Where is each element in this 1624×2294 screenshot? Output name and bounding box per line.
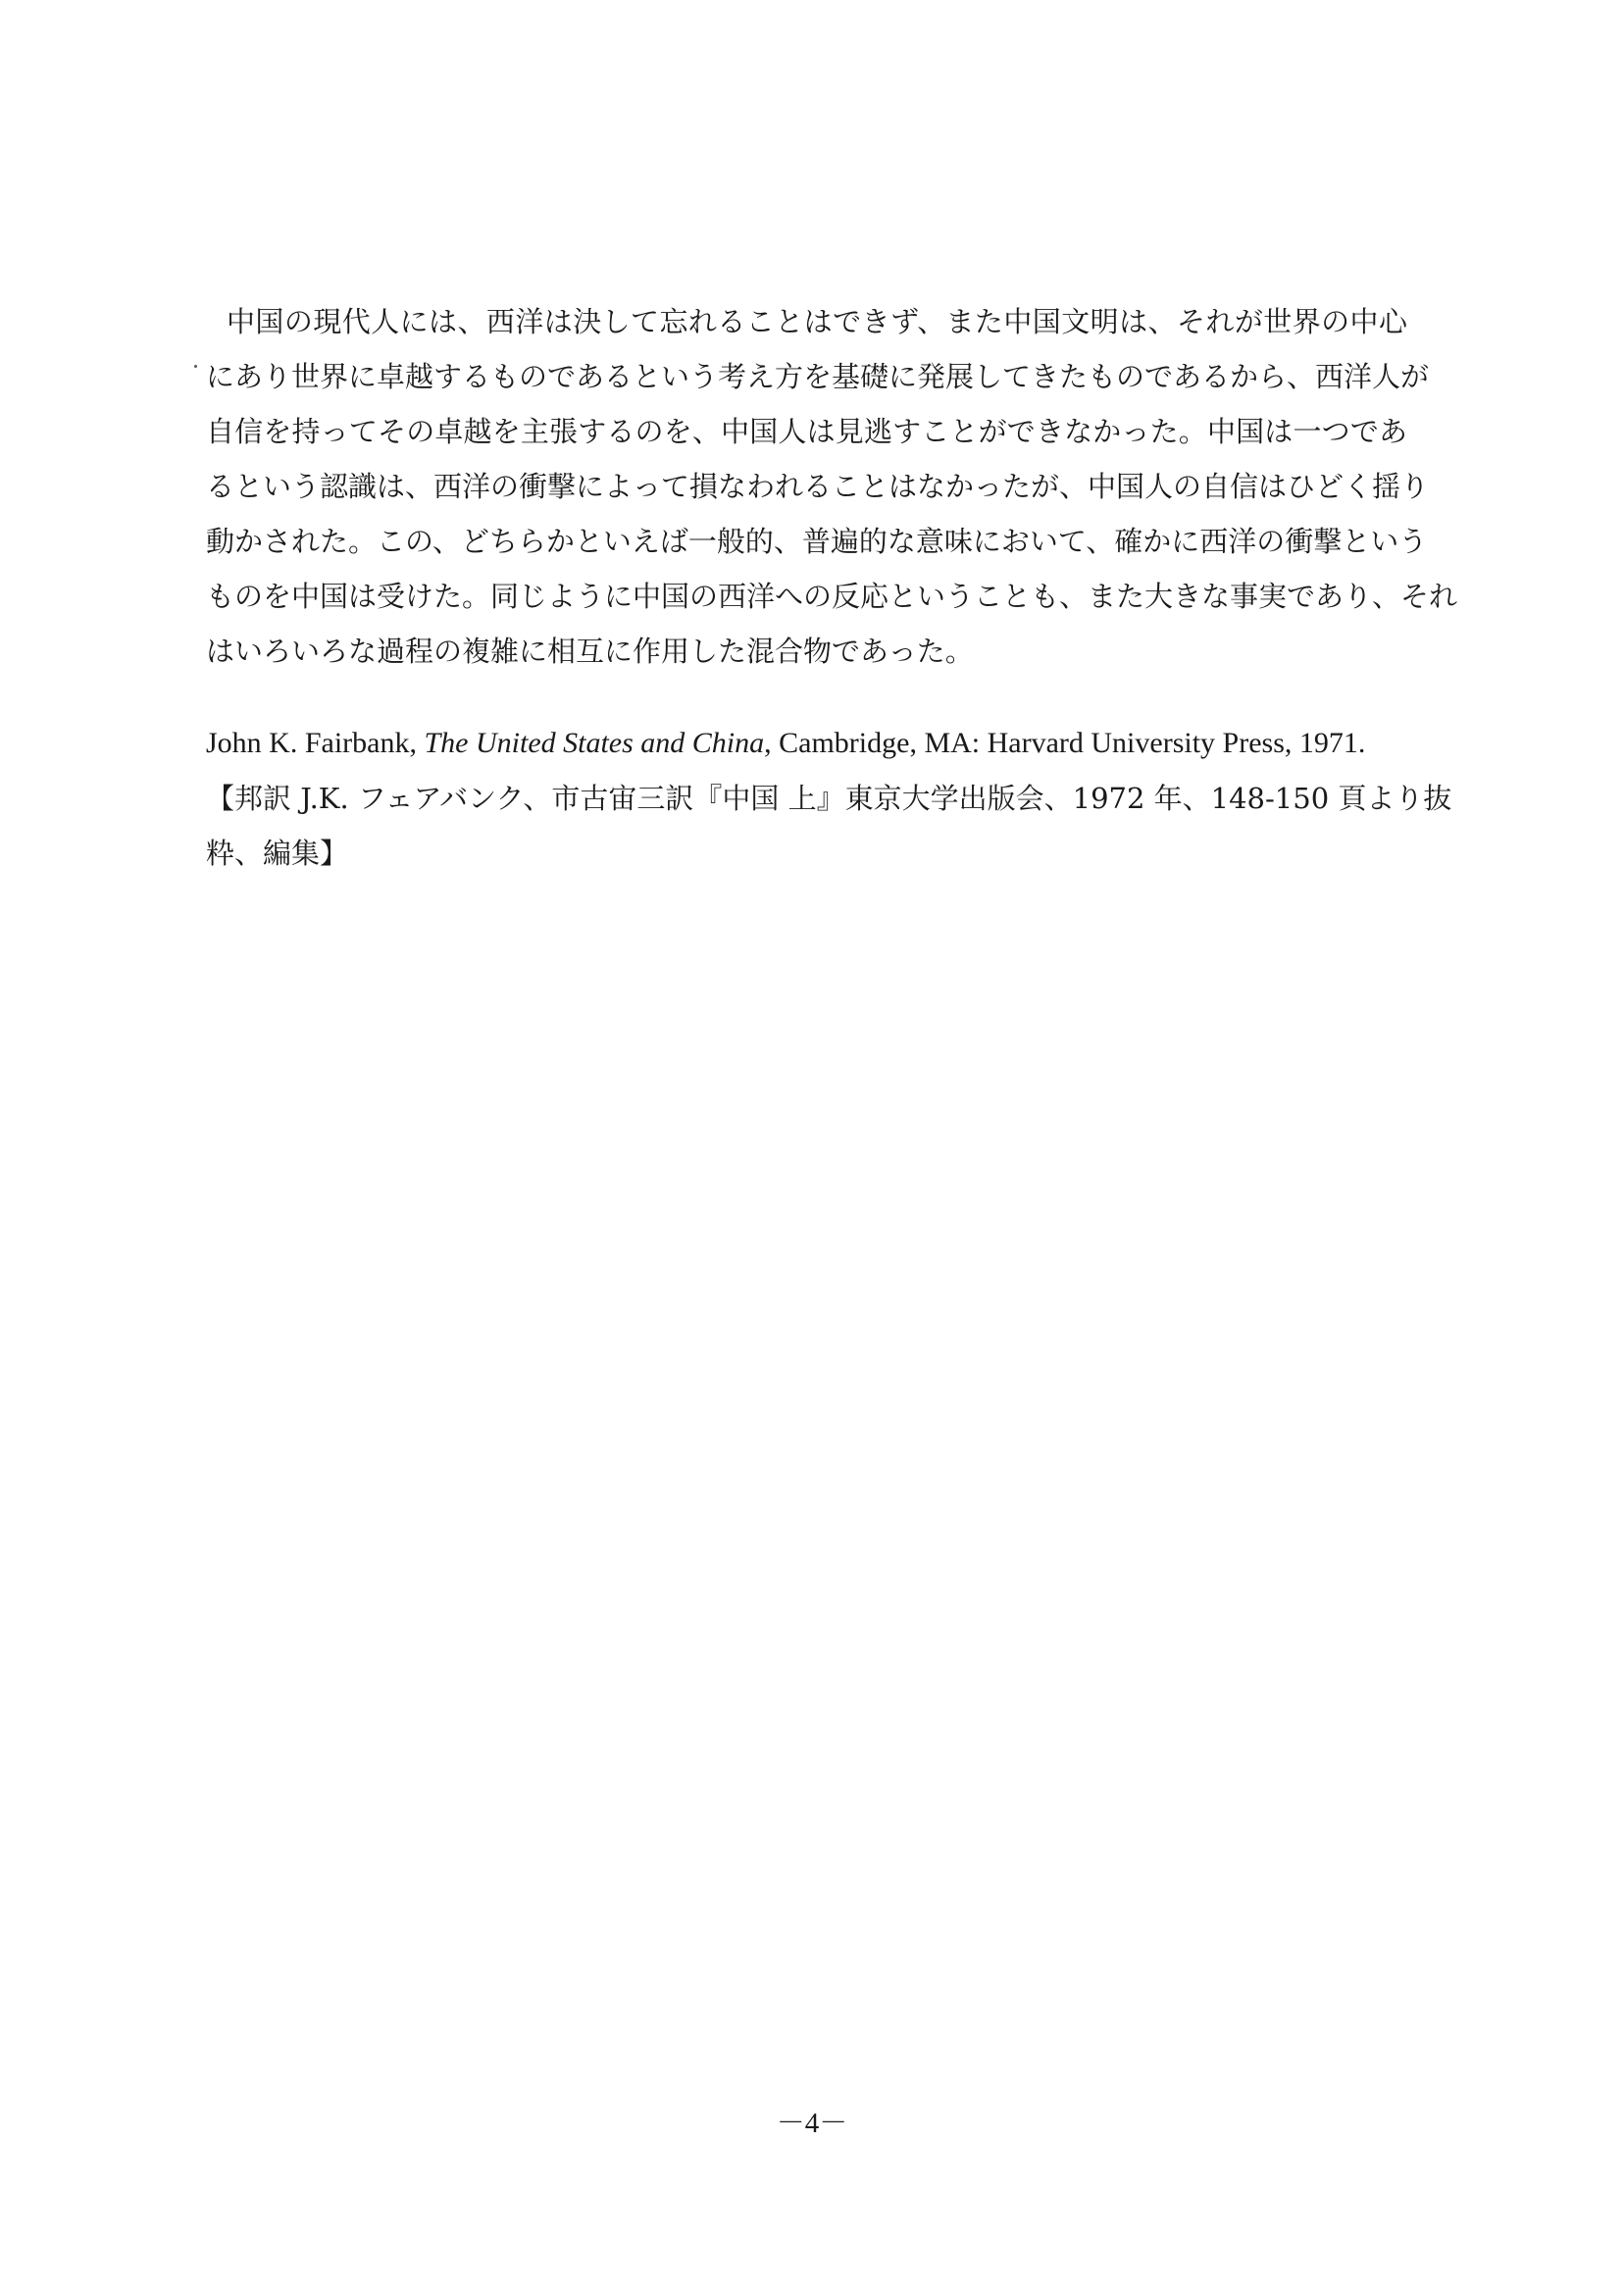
citation-author: John K. Fairbank, [206, 727, 425, 759]
body-text-line: 動かされた。この、どちらかといえば一般的、普遍的な意味において、確かに西洋の衝撃という [206, 525, 1428, 558]
body-text-line: 自信を持ってその卓越を主張するのを、中国人は見逃すことができなかった。中国は一つであ [206, 415, 1407, 448]
citation-translation: 【邦訳 J.K. フェアバンク、市古宙三訳『中国 上』東京大学出版会、1972 年、148-150 頁より抜 [206, 782, 1452, 815]
citation-book-title: The United States and China [424, 727, 765, 759]
citation-english [206, 716, 1407, 771]
body-text-line: にあり世界に卓越するものであるという考え方を基礎に発展してきたものであるから、西洋人が [206, 360, 1430, 393]
page-number: －4－ [776, 2108, 848, 2139]
body-text-line: るという認識は、西洋の衝撃によって損なわれることはなかったが、中国人の自信はひどく揺り [206, 470, 1430, 503]
body-text-line: ものを中国は受けた。同じように中国の西洋への反応ということも、また大きな事実であり、それ [206, 580, 1458, 613]
citation-publisher: , Cambridge, MA: Harvard University Press, 1971. [764, 727, 1366, 759]
body-text-line: 中国の現代人には、西洋は決して忘れることはできず、また中国文明は、それが世界の中心 [227, 305, 1407, 338]
citation-translation: 粋、編集】 [206, 837, 349, 870]
scan-speck [194, 365, 197, 368]
body-text-line: はいろいろな過程の複雑に相互に作用した混合物であった。 [206, 635, 974, 668]
